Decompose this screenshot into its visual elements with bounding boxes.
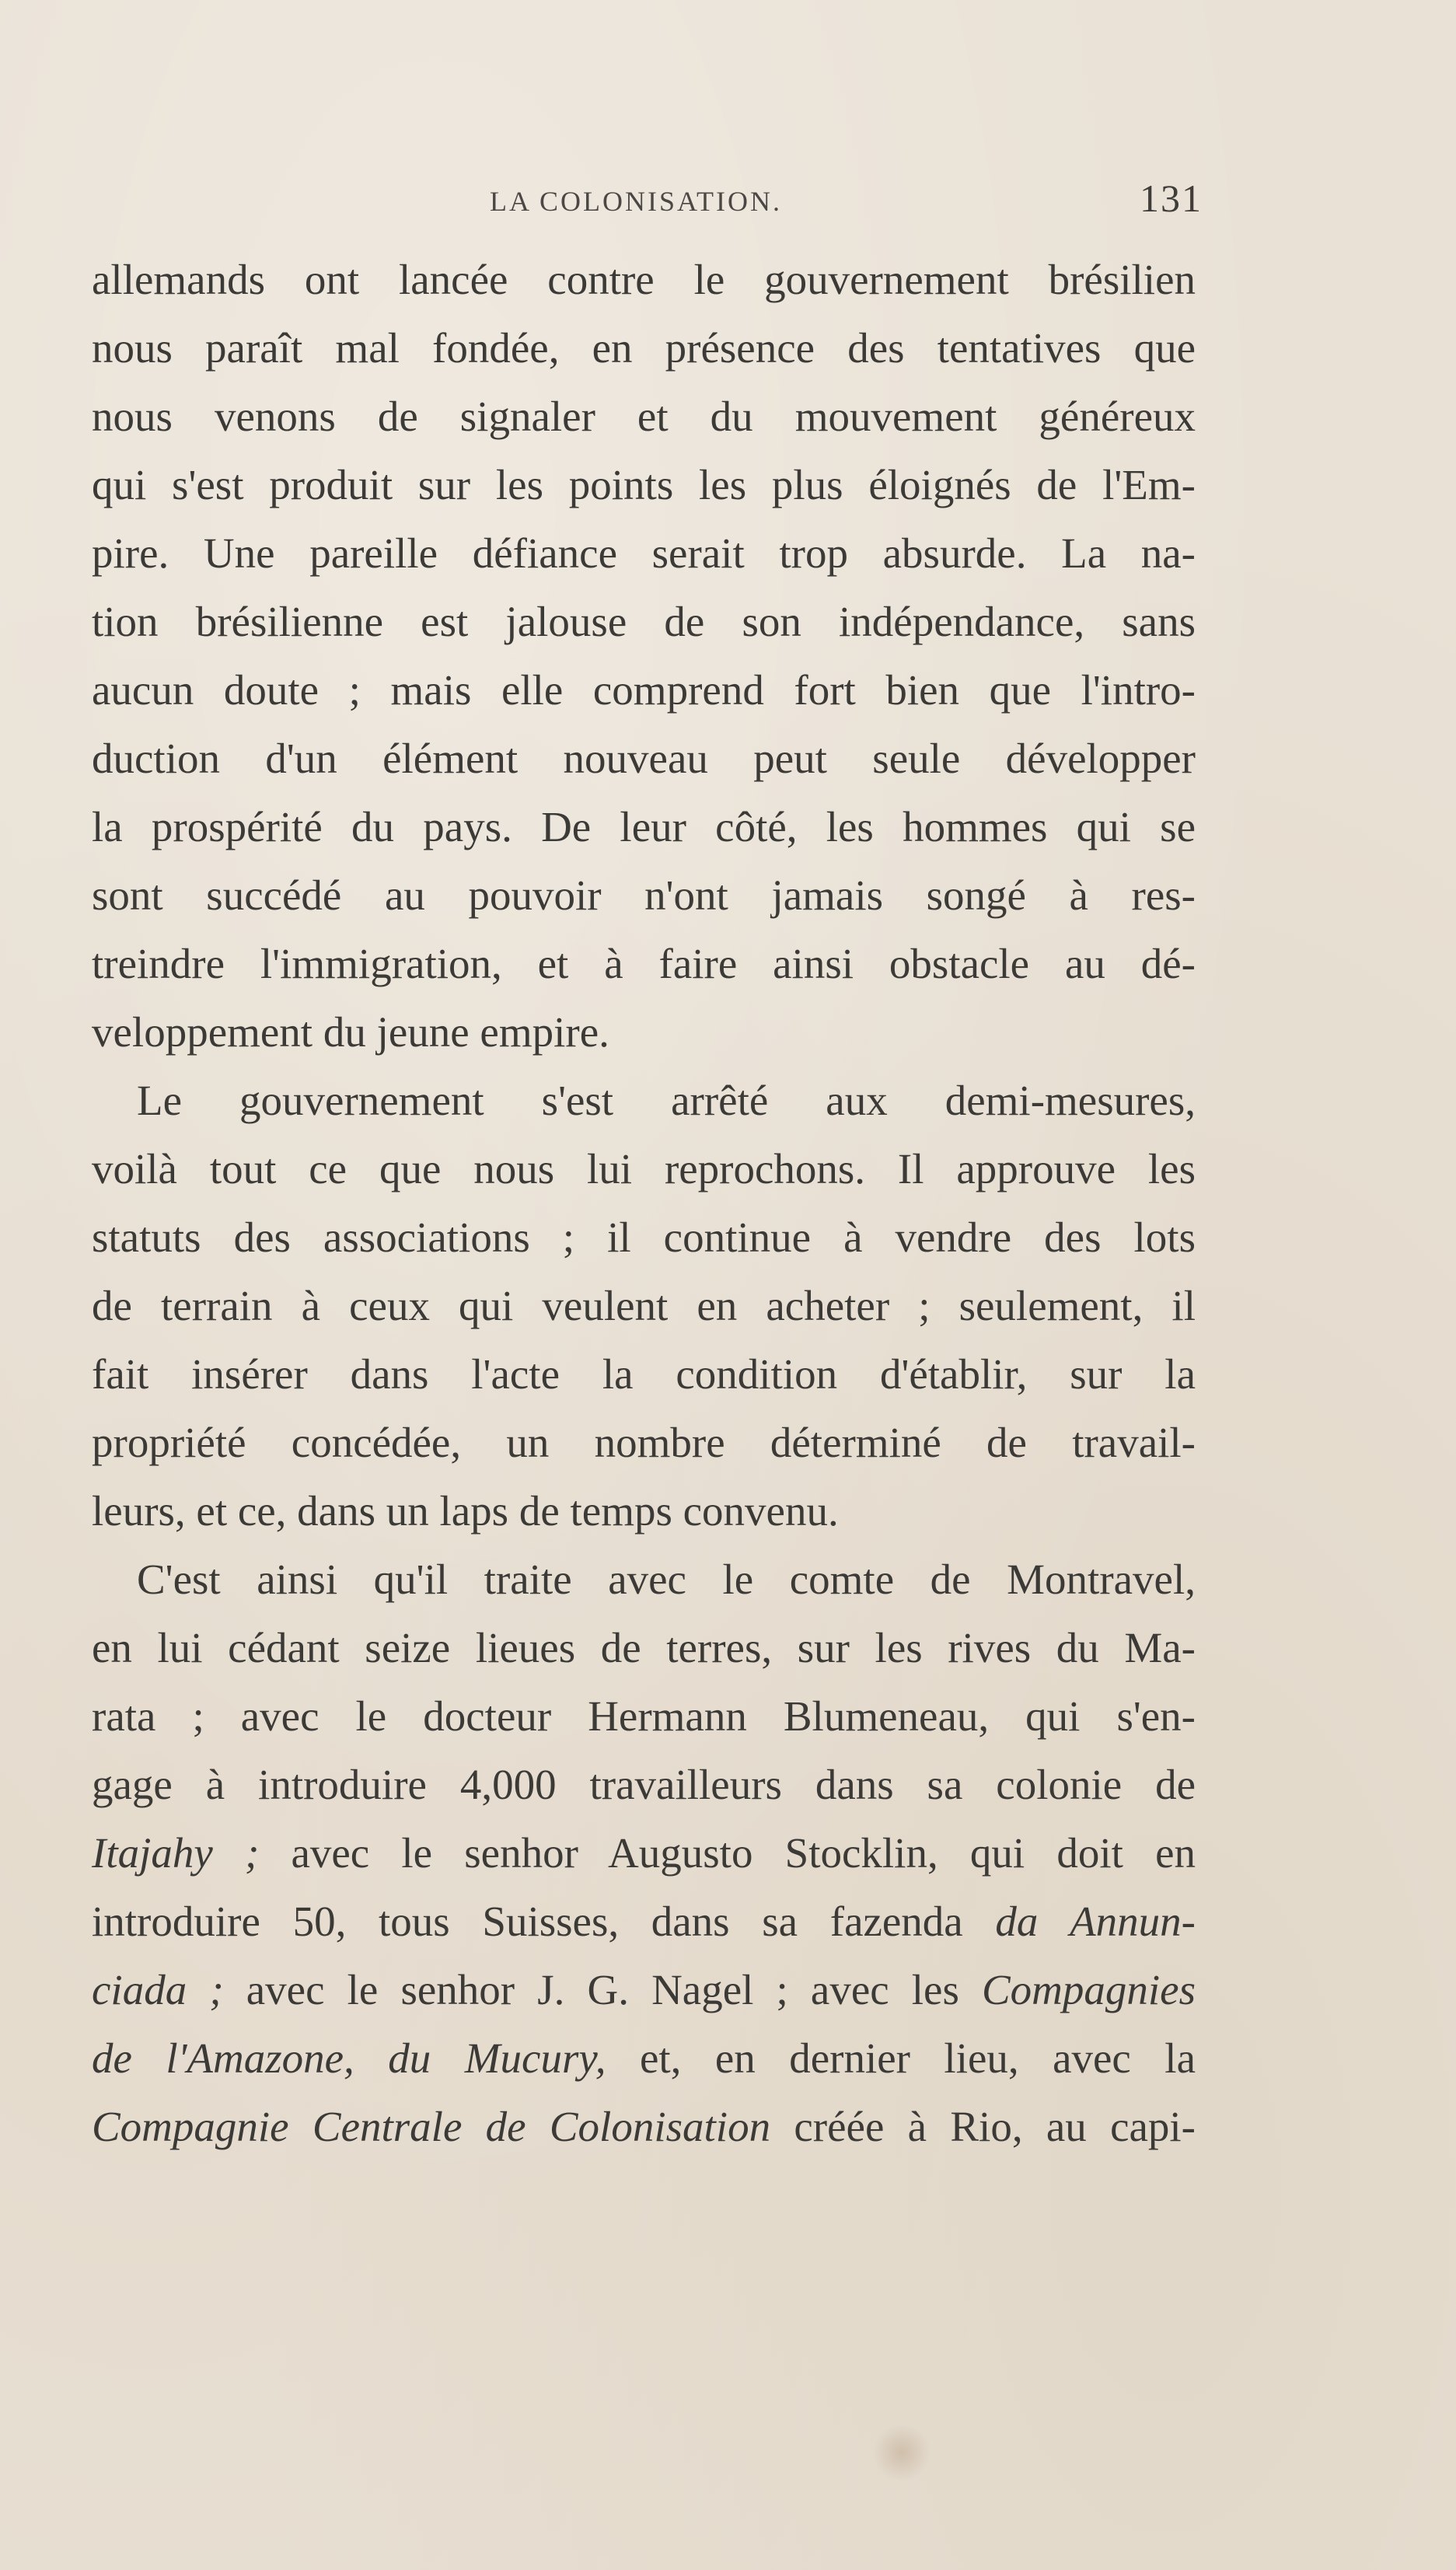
italic-place-name: Itajahy ; (92, 1829, 260, 1877)
text-line: aucun doute ; mais elle comprend fort bien que l'intro- (92, 666, 1196, 714)
italic-company-name: Compagnies (982, 1966, 1196, 2013)
text-line: treindre l'immigration, et à faire ainsi obstacle au dé- (92, 940, 1196, 987)
text-line (92, 2024, 1196, 2093)
text-line: pire. Une pareille défiance serait trop absurde. La na- (92, 529, 1196, 577)
text-span: et, en dernier lieu, avec la (606, 2034, 1196, 2082)
text-line: gage à introduire 4,000 travailleurs dans sa colonie de (92, 1761, 1196, 1808)
text-line (92, 2093, 1196, 2161)
text-line: rata ; avec le docteur Hermann Blumeneau, qui s'en- (92, 1692, 1196, 1740)
running-head: LA COLONISATION. (490, 186, 782, 217)
text-line: statuts des associations ; il continue à vendre des lots (92, 1213, 1196, 1261)
text-line: leurs, et ce, dans un laps de temps convenu. (92, 1487, 839, 1535)
text-line (92, 1956, 1196, 2024)
text-span: créée à Rio, au capi- (770, 2103, 1196, 2150)
text-line: veloppement du jeune empire. (92, 1008, 609, 1056)
text-line (92, 1819, 1196, 1887)
text-line: duction d'un élément nouveau peut seule développer (92, 735, 1196, 782)
text-line: la prospérité du pays. De leur côté, les hommes qui se (92, 803, 1196, 850)
text-line: nous venons de signaler et du mouvement généreux (92, 393, 1196, 440)
text-line: tion brésilienne est jalouse de son indépendance, sans (92, 598, 1196, 645)
text-line: allemands ont lancée contre le gouvernement brésilien (92, 256, 1196, 303)
text-line: propriété concédée, un nombre déterminé de travail- (92, 1419, 1196, 1466)
text-span: avec le senhor Augusto Stocklin, qui doit en (259, 1829, 1196, 1877)
text-line: de terrain à ceux qui veulent en acheter ; seulement, il (92, 1282, 1196, 1329)
body-text (92, 246, 1196, 2161)
text-span: introduire 50, tous Suisses, dans sa fazenda (92, 1898, 996, 1945)
text-line: sont succédé au pouvoir n'ont jamais songé à res- (92, 871, 1196, 919)
text-line: en lui cédant seize lieues de terres, sur les rives du Ma- (92, 1624, 1196, 1671)
text-line: fait insérer dans l'acte la condition d'établir, sur la (92, 1350, 1196, 1398)
page-number: 131 (1140, 176, 1203, 220)
paper-stain (871, 2425, 933, 2480)
italic-company-name: Compagnie Centrale de Colonisation (92, 2103, 771, 2150)
text-line: nous paraît mal fondée, en présence des tentatives que (92, 324, 1196, 372)
text-line: voilà tout ce que nous lui reprochons. Il approuve les (92, 1145, 1196, 1192)
italic-place-name: ciada ; (92, 1966, 224, 2013)
italic-place-name: da Annun- (995, 1898, 1196, 1945)
text-line (92, 1887, 1196, 1956)
text-span: avec le senhor J. G. Nagel ; avec les (223, 1966, 982, 2013)
text-line: Le gouvernement s'est arrêté aux demi-mesures, (137, 1077, 1196, 1124)
text-line: C'est ainsi qu'il traite avec le comte de Montravel, (137, 1556, 1196, 1603)
text-line: qui s'est produit sur les points les plus éloignés de l'Em- (92, 461, 1196, 508)
italic-company-name: de l'Amazone, du Mucury, (92, 2034, 606, 2082)
